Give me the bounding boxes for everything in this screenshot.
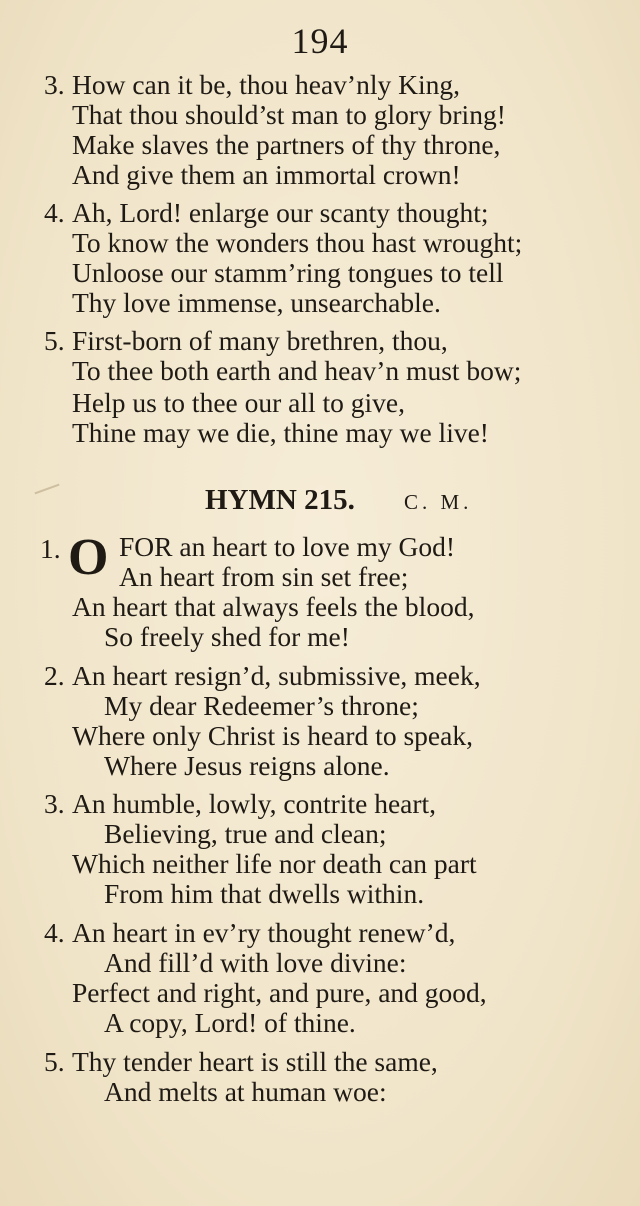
stanza-line: To know the wonders thou hast wrought; xyxy=(72,227,523,258)
stanza-line: Perfect and right, and pure, and good, xyxy=(72,977,487,1008)
stanza-number: 5. xyxy=(44,1046,65,1077)
stanza-line: FOR an heart to love my God! xyxy=(119,531,456,562)
stanza-line: And give them an immortal crown! xyxy=(72,159,461,190)
stanza-number: 4. xyxy=(44,197,65,228)
stanza-line: Which neither life nor death can part xyxy=(72,848,477,879)
stanza-line: How can it be, thou heav’nly King, xyxy=(72,69,460,100)
stanza-line: Help us to thee our all to give, xyxy=(72,387,405,418)
stanza-line: Thine may we die, thine may we live! xyxy=(72,417,489,448)
stanza-line: From him that dwells within. xyxy=(104,878,425,909)
stanza-line: An heart resign’d, submissive, meek, xyxy=(72,660,481,691)
stanza-line: Where Jesus reigns alone. xyxy=(104,750,390,781)
stanza-number: 2. xyxy=(44,660,65,691)
stanza-number: 4. xyxy=(44,917,65,948)
stanza-line: A copy, Lord! of thine. xyxy=(104,1007,356,1038)
drop-cap: O xyxy=(68,529,109,586)
stanza-line: And fill’d with love divine: xyxy=(104,947,407,978)
stanza-number: 3. xyxy=(44,788,65,819)
stanza-line: First-born of many brethren, thou, xyxy=(72,325,448,356)
stanza-line: An humble, lowly, contrite heart, xyxy=(72,788,437,819)
stanza-line: An heart that always feels the blood, xyxy=(72,591,475,622)
stanza-line: Make slaves the partners of thy throne, xyxy=(72,129,501,160)
stanza-line: Believing, true and clean; xyxy=(104,818,387,849)
stanza-line: My dear Redeemer’s throne; xyxy=(104,690,419,721)
hymn-title: HYMN 215. xyxy=(205,484,355,516)
stanza-line: An heart in ev’ry thought renew’d, xyxy=(72,917,456,948)
hymn-meter: C. M. xyxy=(404,490,473,514)
stanza-line: An heart from sin set free; xyxy=(119,561,409,592)
page-blemish xyxy=(34,484,59,495)
stanza-line: And melts at human woe: xyxy=(104,1076,387,1107)
stanza-number: 5. xyxy=(44,325,65,356)
stanza-line: Ah, Lord! enlarge our scanty thought; xyxy=(72,197,489,228)
page-number: 194 xyxy=(291,21,349,61)
stanza-number: 3. xyxy=(44,69,65,100)
stanza-line: Unloose our stamm’ring tongues to tell xyxy=(72,257,504,288)
stanza-line: To thee both earth and heav’n must bow; xyxy=(72,355,522,386)
stanza-line: Thy tender heart is still the same, xyxy=(72,1046,438,1077)
stanza-number: 1. xyxy=(40,533,61,564)
stanza-line: Thy love immense, unsearchable. xyxy=(72,287,441,318)
stanza-line: Where only Christ is heard to speak, xyxy=(72,720,473,751)
stanza-line: So freely shed for me! xyxy=(104,621,350,652)
stanza-line: That thou should’st man to glory bring! xyxy=(72,99,506,130)
